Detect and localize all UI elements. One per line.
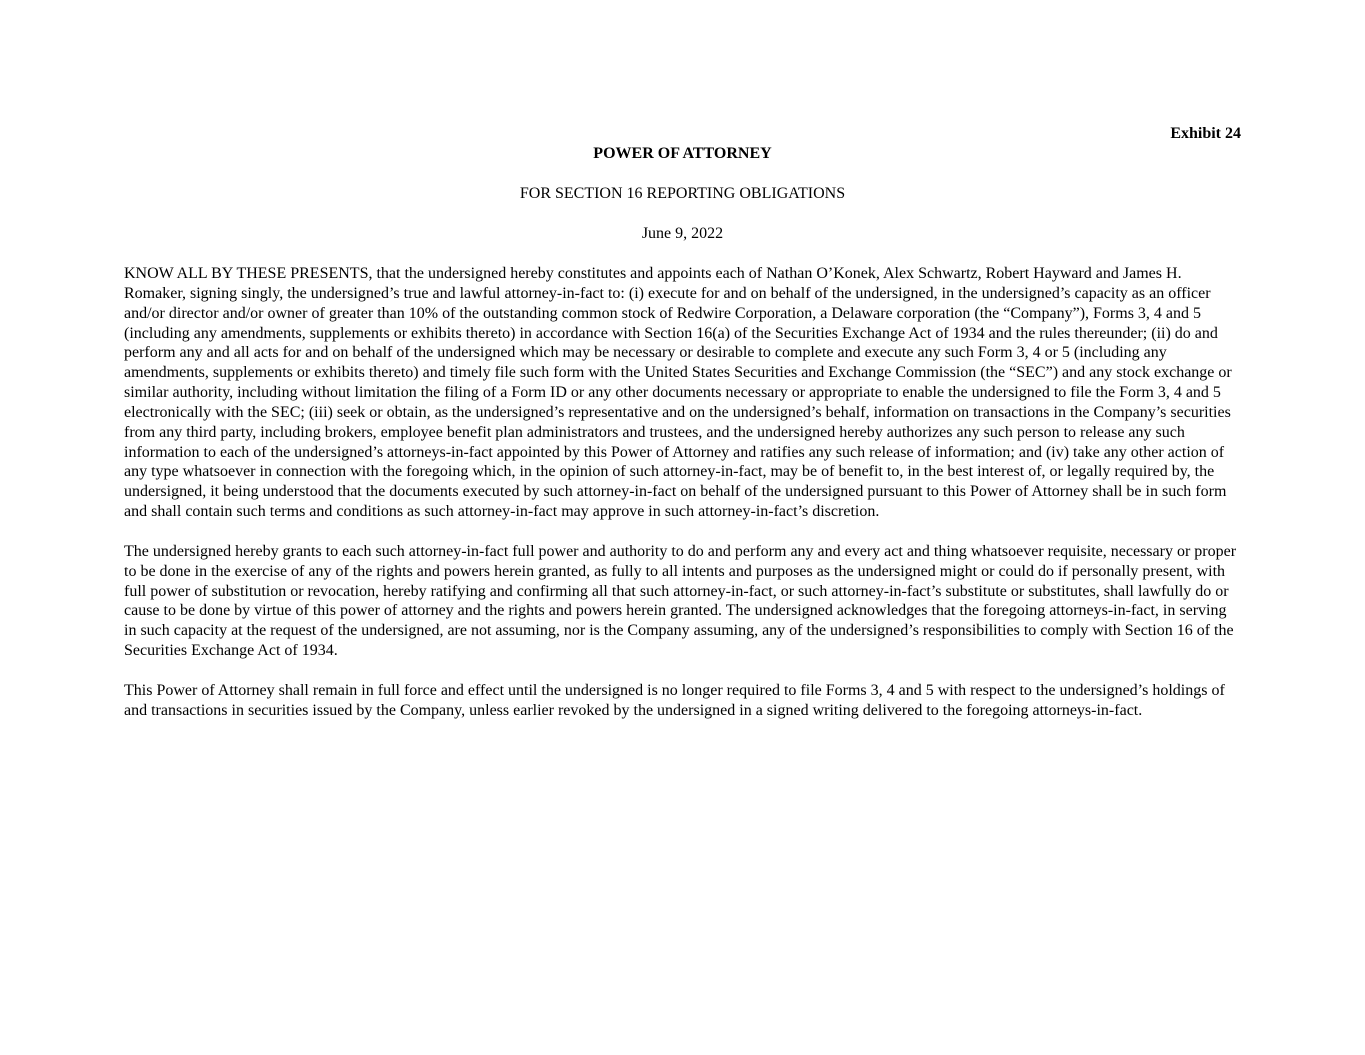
document-title: POWER OF ATTORNEY: [593, 145, 772, 162]
document-date: June 9, 2022: [641, 225, 724, 242]
paragraph-grant-of-power: The undersigned hereby grants to each such attorney-in-fact full power and authority to do and perform any and every act and thing whatsoever requisite, necessary or proper to be done in the exercise of any of the rights and powers herein granted, as fully to all intents and purposes as the undersigned might or could do if personally present, with full power of substitution or revocation, hereby ratifying and confirming all that such attorney-in-fact, or such attorney-in-fact’s substitute or substitutes, shall lawfully do or cause to be done by virtue of this power of attorney and the rights and powers herein granted. The undersigned acknowledges that the foregoing attorneys-in-fact, in serving in such capacity at the request of the undersigned, are not assuming, nor is the Company assuming, any of the undersigned’s responsibilities to comply with Section 16 of the Securities Exchange Act of 1934.: [124, 542, 1237, 660]
paragraph-appointment: KNOW ALL BY THESE PRESENTS, that the undersigned hereby constitutes and appoints each of Nathan O’Konek, Alex Schwartz, Robert Hayward and James H. Romaker, signing singly, the undersigned’s true and lawful attorney-in-fact to: (i) execute for and on behalf of the undersigned, in the undersigned’s capacity as an officer and/or director and/or owner of greater than 10% of the outstanding common stock of Redwire Corporation, a Delaware corporation (the “Company”), Forms 3, 4 and 5 (including any amendments, supplements or exhibits thereto) in accordance with Section 16(a) of the Securities Exchange Act of 1934 and the rules thereunder; (ii) do and perform any and all acts for and on behalf of the undersigned which may be necessary or desirable to complete and execute any such Form 3, 4 or 5 (including any amendments, supplements or exhibits thereto) and timely file such form with the United States Securities and Exchange Commission (the “SEC”) and any stock exchange or similar authority, including without limitation the filing of a Form ID or any other documents necessary or appropriate to enable the undersigned to file the Form 3, 4 and 5 electronically with the SEC; (iii) seek or obtain, as the undersigned’s representative and on the undersigned’s behalf, information on transactions in the Company’s securities from any third party, including brokers, employee benefit plan administrators and trustees, and the undersigned hereby authorizes any such person to release any such information to each of the undersigned’s attorneys-in-fact appointed by this Power of Attorney and ratifies any such release of information; and (iv) take any other action of any type whatsoever in connection with the foregoing which, in the opinion of such attorney-in-fact, may be of benefit to, in the best interest of, or legally required by, the undersigned, it being understood that the documents executed by such attorney-in-fact on behalf of the undersigned pursuant to this Power of Attorney shall be in such form and shall contain such terms and conditions as such attorney-in-fact may approve in such attorney-in-fact’s discretion.: [124, 265, 1232, 521]
document-subtitle: FOR SECTION 16 REPORTING OBLIGATIONS: [519, 185, 846, 202]
exhibit-label: Exhibit 24: [1170, 125, 1241, 142]
paragraph-duration: This Power of Attorney shall remain in full force and effect until the undersigned is no longer required to file Forms 3, 4 and 5 with respect to the undersigned’s holdings of and transactions in securities issued by the Company, unless earlier revoked by the undersigned in a signed writing delivered to the foregoing attorneys-in-fact.: [124, 681, 1225, 719]
document-page: [124, 124, 1241, 740]
